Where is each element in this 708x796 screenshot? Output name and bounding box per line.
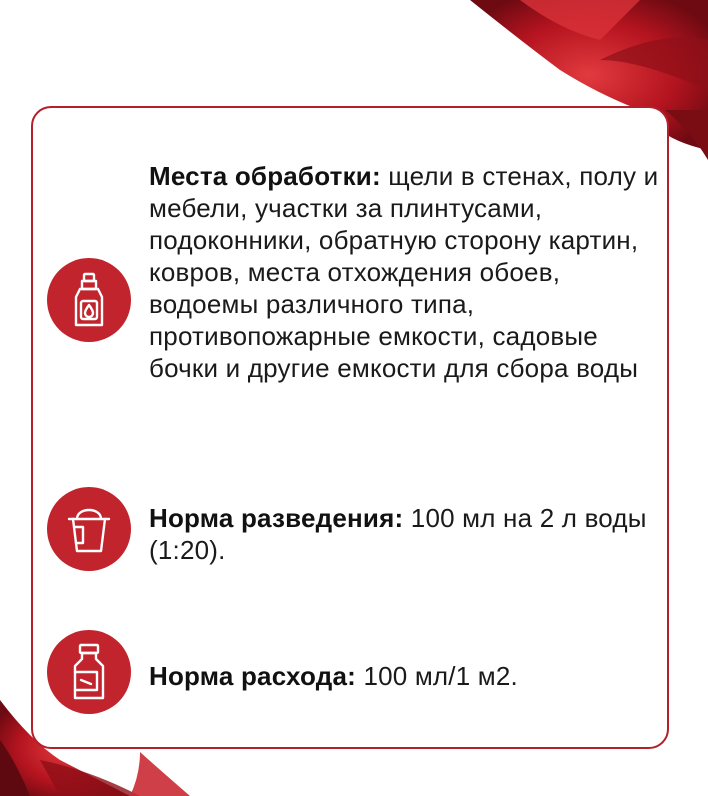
consumption-rate-value: 100 мл/1 м2. — [363, 661, 518, 691]
treatment-areas-text — [149, 160, 669, 384]
treatment-areas-value: щели в стенах, полу и мебели, участки за плинтусами, подоконники, обратную сторону картин, ковров, места отхождения обоев, водоемы различного типа, противопожарные емкости, садовые бочки и другие емкости для сбора воды — [149, 161, 659, 383]
bottle-icon — [47, 630, 131, 714]
consumption-rate-text — [149, 660, 669, 692]
dilution-rate-label: Норма разведения: — [149, 503, 404, 533]
consumption-rate-label: Норма расхода: — [149, 661, 357, 691]
dilution-rate-value: 100 мл на 2 л воды (1:20). — [149, 503, 647, 565]
spray-bottle-icon — [47, 258, 131, 342]
dilution-rate-text — [149, 502, 669, 566]
treatment-areas-label: Места обработки: — [149, 161, 381, 191]
bucket-icon — [47, 487, 131, 571]
info-card — [31, 106, 669, 749]
